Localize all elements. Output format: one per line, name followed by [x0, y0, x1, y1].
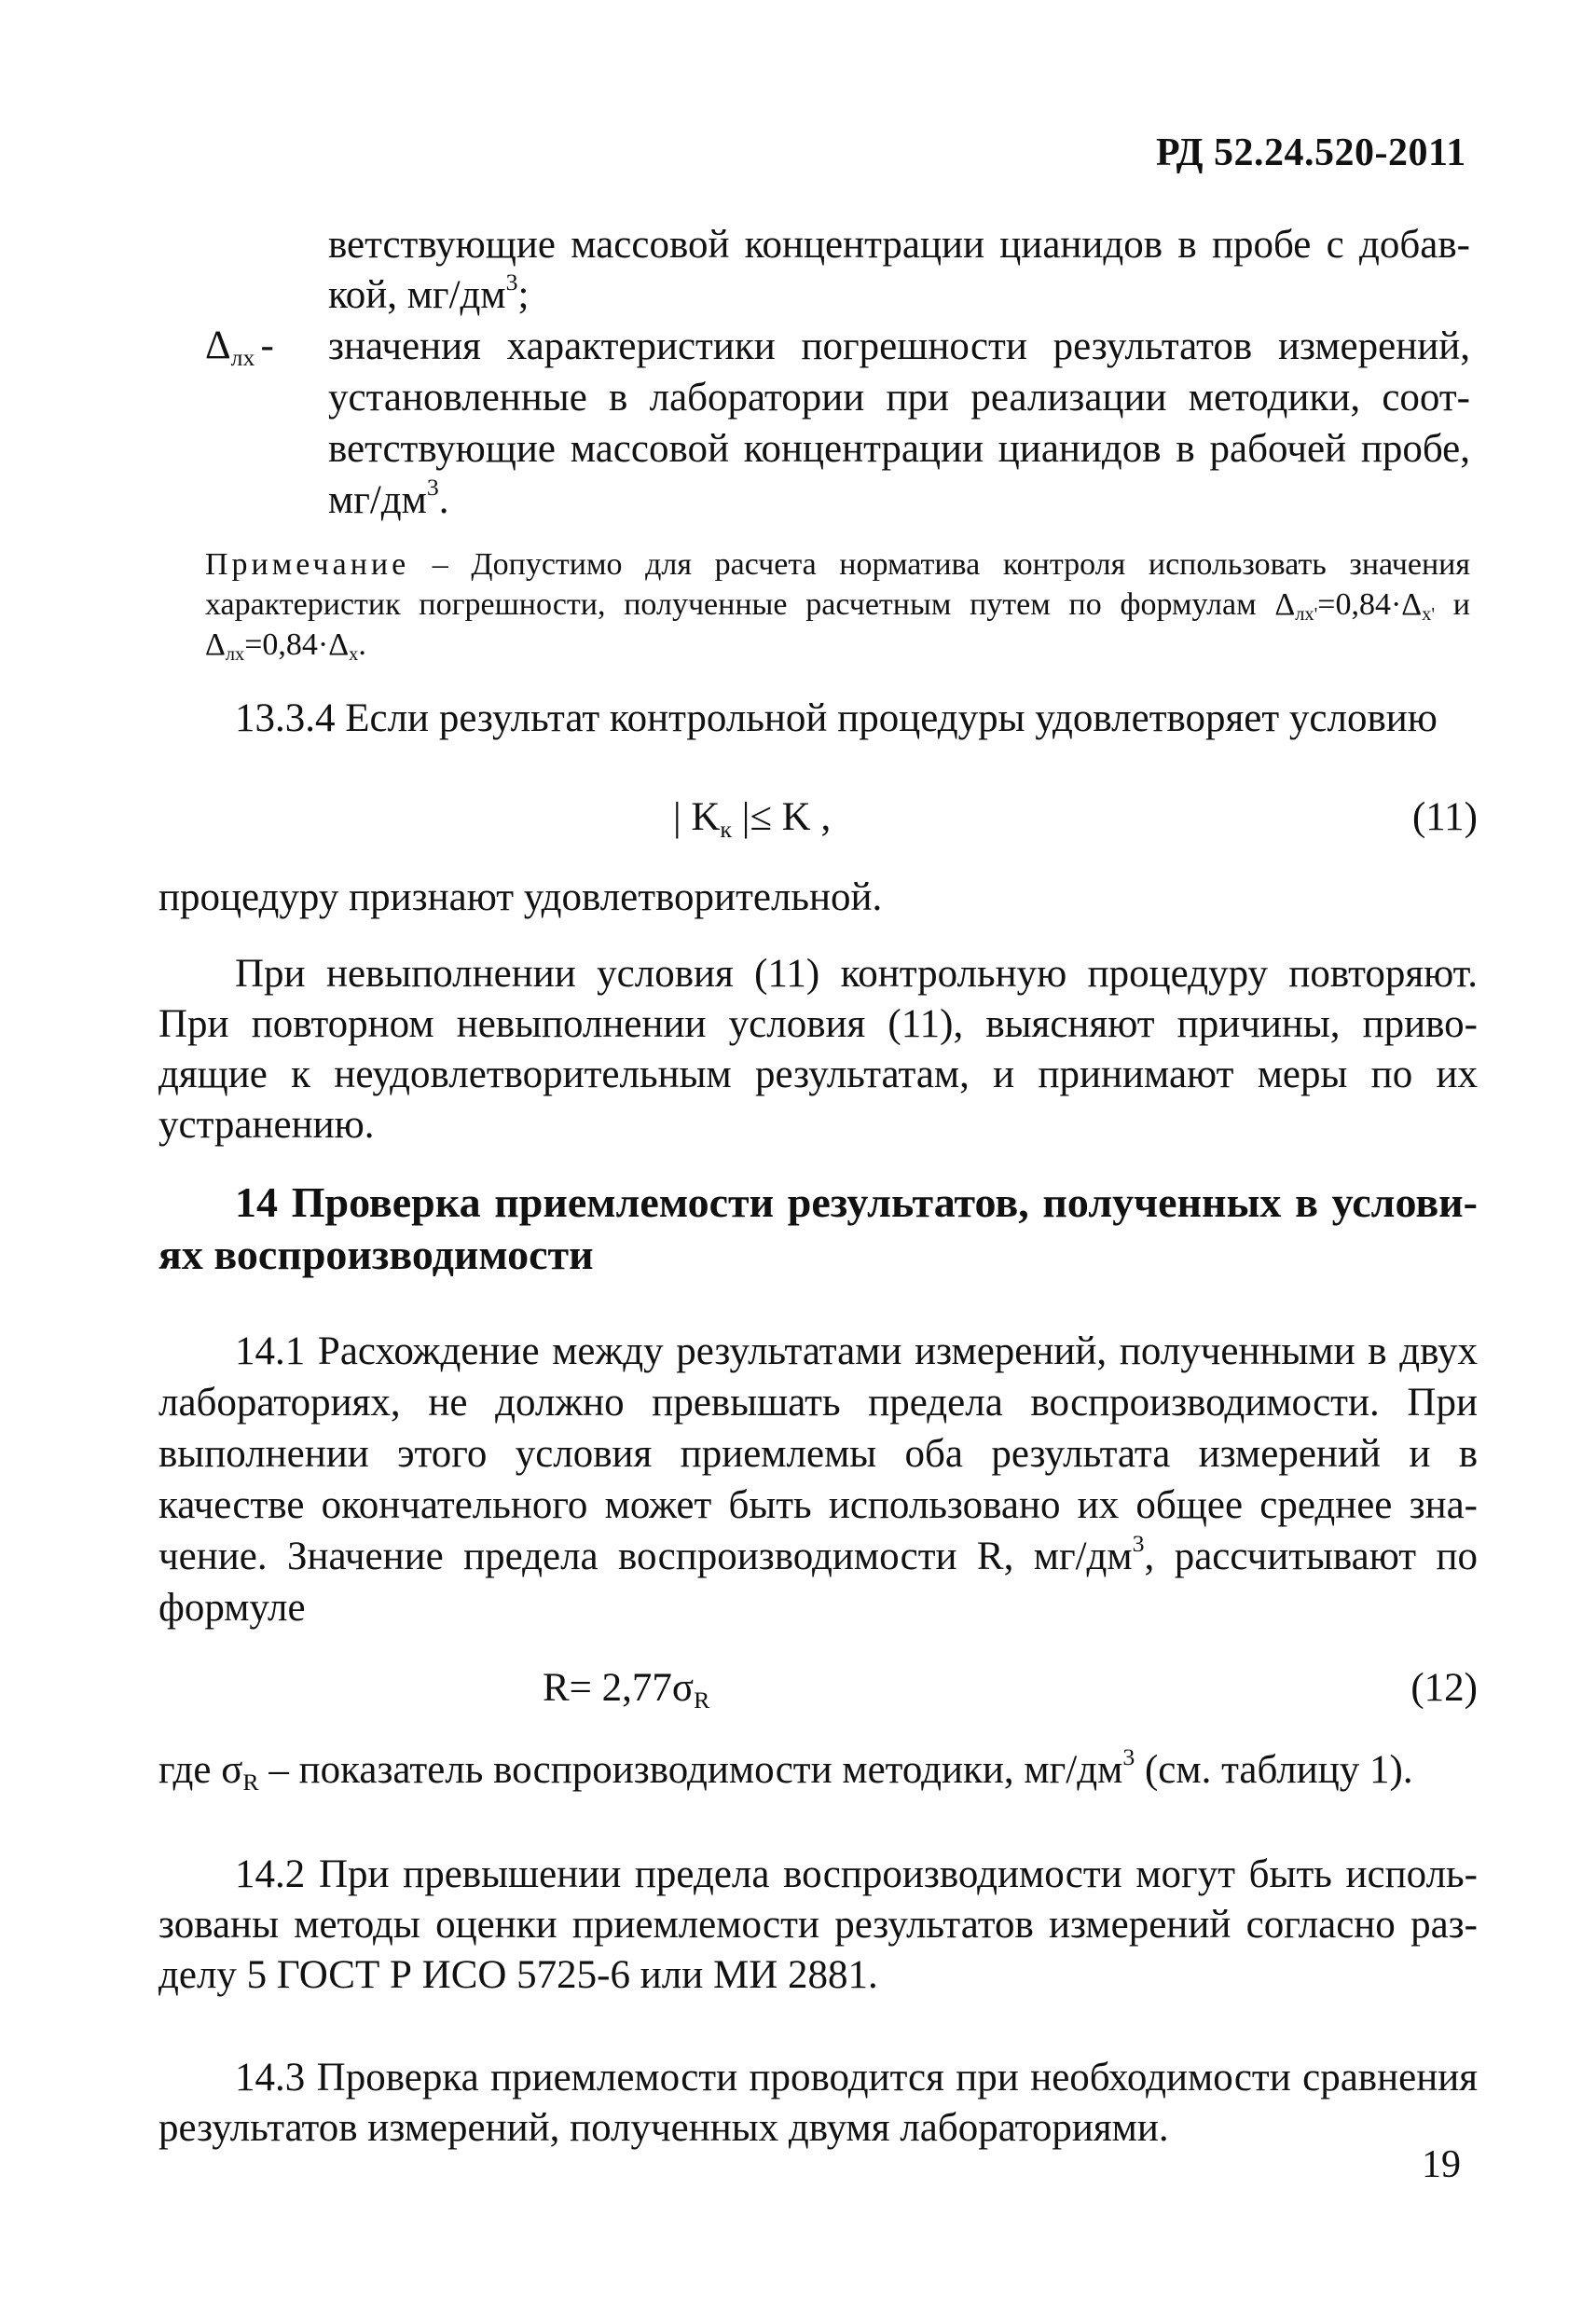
paragraph-14-2: 14.2 При превышении предела воспроизводимости могут быть использованы методы оценки приемлемости результатов измерений согласно разделу 5 ГОСТ Р ИСО 5725-6 или МИ 2881. [158, 1852, 1478, 1997]
delta-lx-definition-tail: . [438, 478, 449, 522]
definition-dash: - [260, 324, 274, 367]
note-formula-2-mid: =0,84·Δ [244, 627, 350, 662]
equation-11-sub: к [720, 815, 732, 843]
equation-11-lhs: | K [673, 795, 721, 839]
note [205, 544, 1470, 665]
note-and: и [1435, 587, 1470, 622]
note-formula-2-lhs-sub: лх [225, 644, 245, 666]
superscript-3: 3 [426, 473, 439, 501]
paragraph-14-1-text: 14.1 Расхождение между результатами измерений, полученными в двух лабораториях, не должно превышать предела воспроизводимости. При выполнении этого условия приемлемы оба результата измерений и в качестве окончательного может быть использовано их общее среднее значение. Значение предела воспроизводимости R, мг/дм [158, 1329, 1478, 1578]
equation-11 [673, 792, 831, 843]
where-text: – показатель воспроизводимости методики, мг/дм [258, 1748, 1123, 1792]
equation-12-sub: R [694, 1686, 710, 1714]
where-sigma: где σ [158, 1748, 243, 1792]
delta-lx-definition-text: значения характеристики погрешности результатов измерений, установленные в лаборатории при реализации методики, соответствующие массовой концентрации цианидов в рабочей пробе, мг/дм [328, 324, 1470, 522]
paragraph-13-3-4: 13.3.4 Если результат контрольной процедуры удовлетворяет условию [235, 696, 1438, 740]
definition-continuation [328, 220, 1470, 321]
equation-12 [543, 1663, 709, 1714]
delta-lx-symbol [205, 321, 274, 371]
equation-12-lhs: R= 2,77σ [543, 1666, 695, 1710]
note-formula-1-mid: =0,84·Δ [1317, 587, 1423, 622]
document-id: РД 52.24.520-2011 [1156, 131, 1466, 174]
definition-continuation-tail: ; [517, 273, 530, 317]
where-tail: (см. таблицу 1). [1135, 1748, 1413, 1792]
page-number: 19 [1422, 2143, 1461, 2186]
note-formula-1-rhs-sub: х' [1422, 604, 1436, 626]
note-formula-2-lhs: Δ [205, 627, 226, 662]
delta-symbol: Δ [205, 324, 231, 367]
paragraph-after-11: процедуру признают удовлетворительной. [158, 875, 883, 919]
definition-continuation-text: ветствующие массовой концентрации цианидов в пробе с добавкой, мг/дм [328, 223, 1470, 317]
note-end: . [358, 627, 366, 662]
paragraph-repeat-procedure: При невыполнении условия (11) контрольную процедуру повторяют. При повторном невыполнении условия (11), выясняют причины, приводящие к неудовлетворительным результатам, и принимают меры по их устранению. [158, 952, 1478, 1147]
equation-11-rhs: |≤ K , [731, 795, 832, 839]
paragraph-14-1-tail: , рассчитывают по формуле [158, 1535, 1478, 1630]
superscript-3: 3 [505, 268, 518, 296]
superscript-3: 3 [1122, 1742, 1135, 1770]
superscript-3: 3 [1132, 1529, 1145, 1557]
delta-lx-definition [328, 321, 1470, 526]
section-14-heading: 14 Проверка приемлемости результатов, полученных в условиях воспроизводимости [158, 1178, 1478, 1278]
where-clause [158, 1742, 1413, 1796]
paragraph-14-1 [158, 1326, 1478, 1633]
delta-subscript: лх [230, 343, 255, 371]
where-sigma-sub: R [242, 1768, 259, 1796]
note-formula-1-lhs: Δ [1274, 587, 1296, 622]
equation-12-number: (12) [1410, 1666, 1478, 1710]
note-label: Примечание [205, 547, 410, 582]
note-formula-2-rhs-sub: х [349, 644, 359, 666]
note-formula-1-lhs-sub: лх' [1295, 604, 1318, 626]
equation-11-number: (11) [1411, 795, 1478, 839]
note-text: – Допустимо для расчета норматива контроля использовать значения характеристик погрешности, полученные расчетным путем по формулам [205, 547, 1470, 622]
paragraph-14-3: 14.3 Проверка приемлемости проводится при необходимости сравнения результатов измерений, полученных двумя лабораториями. [158, 2056, 1478, 2150]
